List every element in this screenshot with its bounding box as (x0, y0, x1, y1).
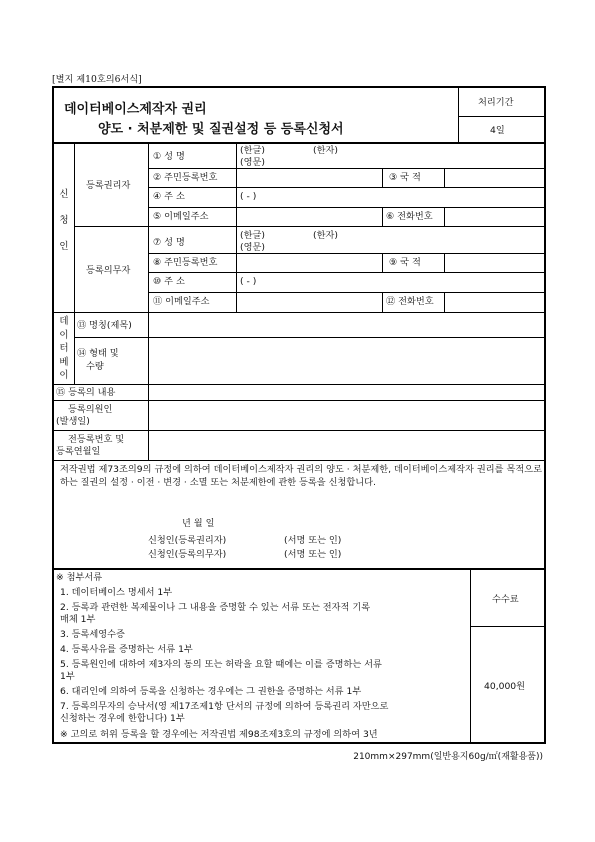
signer-rights-holder-label: 신청인(등록권리자) (148, 535, 227, 546)
attachments-title: ※ 첨부서류 (56, 572, 103, 583)
obligor-phone-label: ⑫ 전화번호 (386, 296, 434, 307)
rights-holder-nationality-label: ③ 국 적 (389, 172, 421, 183)
attachment-item: 1. 데이터베이스 명세서 1부 (60, 587, 173, 598)
obligor-name-hanja: (한자) (313, 230, 338, 241)
rights-holder-rrn-label: ② 주민등록번호 (153, 172, 218, 183)
database-vertical-label: 데 이 터 베 이 (59, 316, 69, 381)
db-name-label: ⑬ 명칭(제목) (77, 320, 132, 331)
attachment-item: 7. 등록의무자의 승낙서(영 제17조제1항 단서의 규정에 의하여 등록권리 자만으로 (60, 701, 389, 712)
registration-content-label: ⑮ 등록의 내용 (56, 387, 116, 398)
attachment-warning: ※ 고의로 허위 등록을 할 경우에는 저작권법 제98조제3호의 규정에 의하여 3년 (60, 729, 378, 740)
fee-value: 40,000원 (484, 681, 526, 692)
processing-period-label: 처리기간 (478, 97, 514, 108)
fee-label: 수수료 (492, 594, 519, 605)
attachment-item: 2. 등록과 관련한 복제물이나 그 내용을 증명할 수 있는 서류 또는 전자적 기록 (60, 602, 371, 613)
date-line: 년 월 일 (182, 518, 215, 529)
attachment-item: 4. 등록사유를 증명하는 서류 1부 (60, 644, 193, 655)
registration-cause-label-2: (발생일) (56, 416, 90, 427)
attachment-item: 1부 (60, 671, 75, 682)
obligor-name-hangul: (한글) (240, 230, 265, 241)
prior-registration-label-2: 등록연월일 (56, 446, 101, 457)
obligor-name-label: ⑦ 성 명 (153, 237, 185, 248)
attachment-item: 5. 등록원인에 대하여 제3자의 동의 또는 허락을 요할 때에는 이를 증명하는 서류 (60, 659, 382, 670)
rights-holder-label: 등록권리자 (86, 180, 131, 191)
form-title-line2: 양도 · 처분제한 및 질권설정 등 등록신청서 (98, 122, 344, 137)
rights-holder-email-label: ⑤ 이메일주소 (153, 211, 209, 222)
form-reference: [별지 제10호의6서식] (52, 74, 142, 85)
obligor-address-value: ( - ) (240, 276, 257, 287)
obligor-address-label: ⑩ 주 소 (153, 276, 185, 287)
processing-period-value: 4일 (490, 125, 505, 136)
obligor-name-english: (영문) (240, 242, 265, 253)
db-form-label-2: 수량 (86, 361, 104, 372)
attachment-item: 6. 대리인에 의하여 등록을 신청하는 경우에는 그 권한을 증명하는 서류 1부 (60, 686, 362, 697)
attachment-item: 신청하는 경우에 한합니다) 1부 (60, 713, 185, 724)
prior-registration-label-1: 전등록번호 및 (68, 434, 125, 445)
obligor-nationality-label: ⑨ 국 적 (389, 257, 421, 268)
rights-holder-address-label: ④ 주 소 (153, 191, 185, 202)
signer-obligor-label: 신청인(등록의무자) (148, 549, 227, 560)
applicant-vertical-label: 신 청 인 (59, 189, 69, 252)
rights-holder-address-value: ( - ) (240, 191, 257, 202)
paper-spec: 210mm×297mm(일반용지60g/㎡(재활용품)) (353, 752, 543, 762)
signer-obligor-sign: (서명 또는 인) (284, 549, 342, 560)
obligor-email-label: ⑪ 이메일주소 (153, 296, 210, 307)
attachment-item: 매체 1부 (60, 614, 96, 625)
obligor-label: 등록의무자 (86, 265, 131, 276)
rights-holder-phone-label: ⑥ 전화번호 (386, 211, 433, 222)
rights-holder-name-hangul: (한글) (240, 145, 265, 156)
rights-holder-name-label: ① 성 명 (153, 151, 185, 162)
rights-holder-name-hanja: (한자) (313, 145, 338, 156)
signer-rights-holder-sign: (서명 또는 인) (284, 535, 342, 546)
obligor-rrn-label: ⑧ 주민등록번호 (153, 257, 218, 268)
db-form-label-1: ⑭ 형태 및 (77, 348, 119, 359)
application-statement: 저작권법 제73조의9의 규정에 의하여 데이터베이스제작자 권리의 양도 · 처분제한, 데이터베이스제작자 권리를 목적으로 하는 질권의 설정 · 이전 · 변경 · 소멸 또는 처분제한에 관한 등록을 신청합니다. (60, 464, 542, 488)
rights-holder-name-english: (영문) (240, 157, 265, 168)
form-title-line1: 데이터베이스제작자 권리 (64, 102, 207, 117)
attachment-item: 3. 등록세영수증 (60, 629, 125, 640)
registration-cause-label-1: 등록의원인 (68, 404, 113, 415)
